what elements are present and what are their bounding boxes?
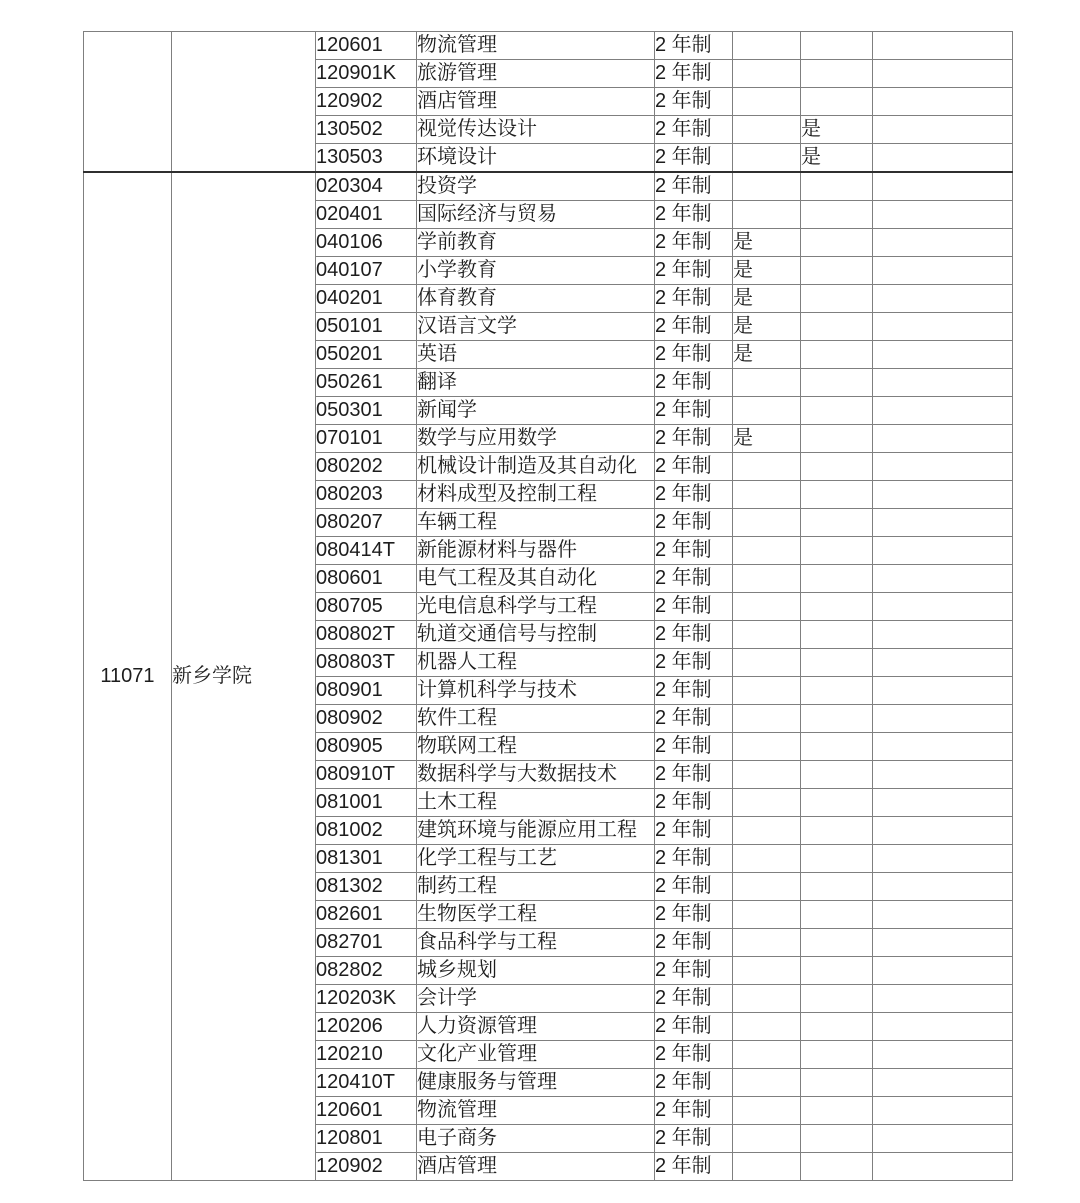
school-name-cell: 新乡学院 — [172, 172, 316, 1181]
duration-cell: 2 年制 — [655, 313, 733, 341]
duration-cell: 2 年制 — [655, 397, 733, 425]
remark-cell — [873, 425, 1013, 453]
major-code-cell: 040107 — [316, 257, 417, 285]
remark-cell — [873, 144, 1013, 173]
remark-cell — [873, 88, 1013, 116]
major-code-cell: 080207 — [316, 509, 417, 537]
flag-cell-1 — [733, 369, 801, 397]
flag-cell-2 — [801, 985, 873, 1013]
duration-cell: 2 年制 — [655, 60, 733, 88]
major-code-cell: 081302 — [316, 873, 417, 901]
major-code-cell: 050261 — [316, 369, 417, 397]
flag-cell-1 — [733, 705, 801, 733]
duration-cell: 2 年制 — [655, 481, 733, 509]
duration-cell: 2 年制 — [655, 845, 733, 873]
duration-cell: 2 年制 — [655, 593, 733, 621]
remark-cell — [873, 649, 1013, 677]
flag-cell-2 — [801, 397, 873, 425]
major-name-cell: 汉语言文学 — [417, 313, 655, 341]
flag-cell-1 — [733, 60, 801, 88]
major-code-cell: 120601 — [316, 1097, 417, 1125]
flag-cell-1 — [733, 817, 801, 845]
major-code-cell: 120902 — [316, 88, 417, 116]
remark-cell — [873, 593, 1013, 621]
major-name-cell: 国际经济与贸易 — [417, 201, 655, 229]
duration-cell: 2 年制 — [655, 901, 733, 929]
flag-cell-2 — [801, 649, 873, 677]
major-code-cell: 130503 — [316, 144, 417, 173]
flag-cell-1 — [733, 1013, 801, 1041]
major-name-cell: 制药工程 — [417, 873, 655, 901]
remark-cell — [873, 1041, 1013, 1069]
flag-cell-2 — [801, 873, 873, 901]
remark-cell — [873, 60, 1013, 88]
remark-cell — [873, 1069, 1013, 1097]
remark-cell — [873, 985, 1013, 1013]
major-name-cell: 车辆工程 — [417, 509, 655, 537]
major-code-cell: 020401 — [316, 201, 417, 229]
major-name-cell: 环境设计 — [417, 144, 655, 173]
major-name-cell: 投资学 — [417, 172, 655, 201]
major-code-cell: 120601 — [316, 32, 417, 60]
flag-cell-2 — [801, 845, 873, 873]
remark-cell — [873, 397, 1013, 425]
major-code-cell: 080601 — [316, 565, 417, 593]
major-code-cell: 120206 — [316, 1013, 417, 1041]
major-name-cell: 学前教育 — [417, 229, 655, 257]
remark-cell — [873, 509, 1013, 537]
flag-cell-1 — [733, 957, 801, 985]
remark-cell — [873, 201, 1013, 229]
major-code-cell: 120801 — [316, 1125, 417, 1153]
remark-cell — [873, 621, 1013, 649]
duration-cell: 2 年制 — [655, 649, 733, 677]
duration-cell: 2 年制 — [655, 817, 733, 845]
remark-cell — [873, 537, 1013, 565]
major-name-cell: 建筑环境与能源应用工程 — [417, 817, 655, 845]
flag-cell-1 — [733, 845, 801, 873]
major-code-cell: 082701 — [316, 929, 417, 957]
major-name-cell: 文化产业管理 — [417, 1041, 655, 1069]
remark-cell — [873, 957, 1013, 985]
major-name-cell: 旅游管理 — [417, 60, 655, 88]
flag-cell-1 — [733, 32, 801, 60]
remark-cell — [873, 845, 1013, 873]
flag-cell-1 — [733, 901, 801, 929]
flag-cell-1 — [733, 789, 801, 817]
flag-cell-1: 是 — [733, 229, 801, 257]
flag-cell-1 — [733, 453, 801, 481]
major-name-cell: 软件工程 — [417, 705, 655, 733]
duration-cell: 2 年制 — [655, 957, 733, 985]
flag-cell-2 — [801, 509, 873, 537]
flag-cell-1: 是 — [733, 257, 801, 285]
major-name-cell: 材料成型及控制工程 — [417, 481, 655, 509]
flag-cell-1 — [733, 873, 801, 901]
major-code-cell: 120410T — [316, 1069, 417, 1097]
remark-cell — [873, 565, 1013, 593]
major-code-cell: 080905 — [316, 733, 417, 761]
duration-cell: 2 年制 — [655, 1013, 733, 1041]
table-row — [84, 32, 1013, 60]
remark-cell — [873, 677, 1013, 705]
flag-cell-2 — [801, 1069, 873, 1097]
major-name-cell: 新闻学 — [417, 397, 655, 425]
flag-cell-1 — [733, 649, 801, 677]
remark-cell — [873, 873, 1013, 901]
flag-cell-2 — [801, 60, 873, 88]
flag-cell-2 — [801, 901, 873, 929]
flag-cell-1 — [733, 733, 801, 761]
major-name-cell: 食品科学与工程 — [417, 929, 655, 957]
major-code-cell: 082601 — [316, 901, 417, 929]
major-code-cell: 080910T — [316, 761, 417, 789]
flag-cell-2 — [801, 313, 873, 341]
flag-cell-1 — [733, 1041, 801, 1069]
remark-cell — [873, 116, 1013, 144]
major-name-cell: 会计学 — [417, 985, 655, 1013]
major-code-cell: 130502 — [316, 116, 417, 144]
major-name-cell: 人力资源管理 — [417, 1013, 655, 1041]
flag-cell-2 — [801, 761, 873, 789]
duration-cell: 2 年制 — [655, 229, 733, 257]
duration-cell: 2 年制 — [655, 677, 733, 705]
remark-cell — [873, 369, 1013, 397]
major-name-cell: 小学教育 — [417, 257, 655, 285]
remark-cell — [873, 229, 1013, 257]
major-code-cell: 120210 — [316, 1041, 417, 1069]
major-name-cell: 城乡规划 — [417, 957, 655, 985]
flag-cell-1 — [733, 116, 801, 144]
duration-cell: 2 年制 — [655, 144, 733, 173]
duration-cell: 2 年制 — [655, 88, 733, 116]
duration-cell: 2 年制 — [655, 341, 733, 369]
flag-cell-2 — [801, 201, 873, 229]
major-name-cell: 机器人工程 — [417, 649, 655, 677]
major-code-cell: 050101 — [316, 313, 417, 341]
major-code-cell: 120902 — [316, 1153, 417, 1181]
remark-cell — [873, 313, 1013, 341]
flag-cell-2 — [801, 453, 873, 481]
major-code-cell: 081002 — [316, 817, 417, 845]
major-name-cell: 翻译 — [417, 369, 655, 397]
duration-cell: 2 年制 — [655, 1069, 733, 1097]
duration-cell: 2 年制 — [655, 1097, 733, 1125]
remark-cell — [873, 1097, 1013, 1125]
school-name-cell — [172, 32, 316, 173]
major-code-cell: 120901K — [316, 60, 417, 88]
flag-cell-2 — [801, 789, 873, 817]
flag-cell-2 — [801, 172, 873, 201]
duration-cell: 2 年制 — [655, 172, 733, 201]
table-row — [84, 172, 1013, 201]
flag-cell-2 — [801, 1153, 873, 1181]
duration-cell: 2 年制 — [655, 1153, 733, 1181]
flag-cell-2 — [801, 565, 873, 593]
duration-cell: 2 年制 — [655, 509, 733, 537]
major-name-cell: 新能源材料与器件 — [417, 537, 655, 565]
major-name-cell: 物流管理 — [417, 32, 655, 60]
flag-cell-1 — [733, 481, 801, 509]
flag-cell-2 — [801, 929, 873, 957]
flag-cell-2 — [801, 229, 873, 257]
remark-cell — [873, 172, 1013, 201]
remark-cell — [873, 817, 1013, 845]
majors-table-body — [84, 32, 1013, 1181]
flag-cell-1 — [733, 201, 801, 229]
duration-cell: 2 年制 — [655, 201, 733, 229]
major-name-cell: 化学工程与工艺 — [417, 845, 655, 873]
major-name-cell: 生物医学工程 — [417, 901, 655, 929]
flag-cell-2 — [801, 425, 873, 453]
duration-cell: 2 年制 — [655, 453, 733, 481]
flag-cell-2 — [801, 733, 873, 761]
duration-cell: 2 年制 — [655, 733, 733, 761]
duration-cell: 2 年制 — [655, 425, 733, 453]
flag-cell-2: 是 — [801, 116, 873, 144]
remark-cell — [873, 733, 1013, 761]
major-code-cell: 082802 — [316, 957, 417, 985]
major-code-cell: 080802T — [316, 621, 417, 649]
major-name-cell: 酒店管理 — [417, 1153, 655, 1181]
major-name-cell: 电气工程及其自动化 — [417, 565, 655, 593]
major-code-cell: 050301 — [316, 397, 417, 425]
major-name-cell: 土木工程 — [417, 789, 655, 817]
major-code-cell: 080901 — [316, 677, 417, 705]
flag-cell-2 — [801, 621, 873, 649]
major-name-cell: 数据科学与大数据技术 — [417, 761, 655, 789]
flag-cell-1 — [733, 985, 801, 1013]
flag-cell-1 — [733, 621, 801, 649]
major-code-cell: 080202 — [316, 453, 417, 481]
flag-cell-1 — [733, 172, 801, 201]
flag-cell-2 — [801, 1041, 873, 1069]
major-code-cell: 070101 — [316, 425, 417, 453]
flag-cell-2 — [801, 88, 873, 116]
remark-cell — [873, 705, 1013, 733]
flag-cell-1 — [733, 929, 801, 957]
remark-cell — [873, 761, 1013, 789]
major-code-cell: 080902 — [316, 705, 417, 733]
major-code-cell: 081001 — [316, 789, 417, 817]
major-name-cell: 视觉传达设计 — [417, 116, 655, 144]
flag-cell-1 — [733, 677, 801, 705]
flag-cell-2 — [801, 285, 873, 313]
major-code-cell: 081301 — [316, 845, 417, 873]
flag-cell-2: 是 — [801, 144, 873, 173]
majors-table — [83, 31, 1013, 1181]
major-code-cell: 120203K — [316, 985, 417, 1013]
remark-cell — [873, 257, 1013, 285]
flag-cell-1: 是 — [733, 313, 801, 341]
flag-cell-1 — [733, 1069, 801, 1097]
major-name-cell: 光电信息科学与工程 — [417, 593, 655, 621]
flag-cell-1 — [733, 761, 801, 789]
flag-cell-1 — [733, 1153, 801, 1181]
flag-cell-1 — [733, 1125, 801, 1153]
document-page — [83, 31, 1013, 1181]
flag-cell-2 — [801, 705, 873, 733]
major-code-cell: 080414T — [316, 537, 417, 565]
major-name-cell: 健康服务与管理 — [417, 1069, 655, 1097]
flag-cell-2 — [801, 341, 873, 369]
duration-cell: 2 年制 — [655, 873, 733, 901]
major-name-cell: 数学与应用数学 — [417, 425, 655, 453]
flag-cell-1 — [733, 1097, 801, 1125]
flag-cell-2 — [801, 481, 873, 509]
remark-cell — [873, 32, 1013, 60]
major-name-cell: 酒店管理 — [417, 88, 655, 116]
duration-cell: 2 年制 — [655, 789, 733, 817]
remark-cell — [873, 929, 1013, 957]
major-name-cell: 轨道交通信号与控制 — [417, 621, 655, 649]
major-code-cell: 080705 — [316, 593, 417, 621]
duration-cell: 2 年制 — [655, 285, 733, 313]
major-name-cell: 机械设计制造及其自动化 — [417, 453, 655, 481]
flag-cell-2 — [801, 257, 873, 285]
major-code-cell: 040201 — [316, 285, 417, 313]
major-name-cell: 体育教育 — [417, 285, 655, 313]
flag-cell-1 — [733, 397, 801, 425]
flag-cell-1 — [733, 537, 801, 565]
major-name-cell: 英语 — [417, 341, 655, 369]
major-code-cell: 040106 — [316, 229, 417, 257]
flag-cell-1 — [733, 88, 801, 116]
duration-cell: 2 年制 — [655, 985, 733, 1013]
flag-cell-2 — [801, 537, 873, 565]
remark-cell — [873, 285, 1013, 313]
school-code-cell: 11071 — [84, 172, 172, 1181]
duration-cell: 2 年制 — [655, 116, 733, 144]
major-name-cell: 计算机科学与技术 — [417, 677, 655, 705]
flag-cell-1: 是 — [733, 285, 801, 313]
major-code-cell: 050201 — [316, 341, 417, 369]
flag-cell-2 — [801, 1125, 873, 1153]
flag-cell-1 — [733, 144, 801, 173]
flag-cell-2 — [801, 593, 873, 621]
flag-cell-2 — [801, 1013, 873, 1041]
remark-cell — [873, 901, 1013, 929]
major-code-cell: 020304 — [316, 172, 417, 201]
school-code-cell — [84, 32, 172, 173]
remark-cell — [873, 453, 1013, 481]
flag-cell-1: 是 — [733, 425, 801, 453]
duration-cell: 2 年制 — [655, 537, 733, 565]
major-name-cell: 电子商务 — [417, 1125, 655, 1153]
flag-cell-2 — [801, 369, 873, 397]
flag-cell-2 — [801, 677, 873, 705]
duration-cell: 2 年制 — [655, 929, 733, 957]
remark-cell — [873, 789, 1013, 817]
flag-cell-1 — [733, 593, 801, 621]
flag-cell-2 — [801, 957, 873, 985]
flag-cell-1 — [733, 565, 801, 593]
duration-cell: 2 年制 — [655, 705, 733, 733]
major-code-cell: 080203 — [316, 481, 417, 509]
duration-cell: 2 年制 — [655, 1041, 733, 1069]
duration-cell: 2 年制 — [655, 32, 733, 60]
flag-cell-2 — [801, 32, 873, 60]
remark-cell — [873, 481, 1013, 509]
flag-cell-2 — [801, 817, 873, 845]
duration-cell: 2 年制 — [655, 369, 733, 397]
duration-cell: 2 年制 — [655, 565, 733, 593]
major-name-cell: 物流管理 — [417, 1097, 655, 1125]
remark-cell — [873, 1153, 1013, 1181]
remark-cell — [873, 341, 1013, 369]
duration-cell: 2 年制 — [655, 1125, 733, 1153]
remark-cell — [873, 1013, 1013, 1041]
remark-cell — [873, 1125, 1013, 1153]
duration-cell: 2 年制 — [655, 621, 733, 649]
flag-cell-2 — [801, 1097, 873, 1125]
major-name-cell: 物联网工程 — [417, 733, 655, 761]
duration-cell: 2 年制 — [655, 257, 733, 285]
flag-cell-1 — [733, 509, 801, 537]
major-code-cell: 080803T — [316, 649, 417, 677]
duration-cell: 2 年制 — [655, 761, 733, 789]
flag-cell-1: 是 — [733, 341, 801, 369]
